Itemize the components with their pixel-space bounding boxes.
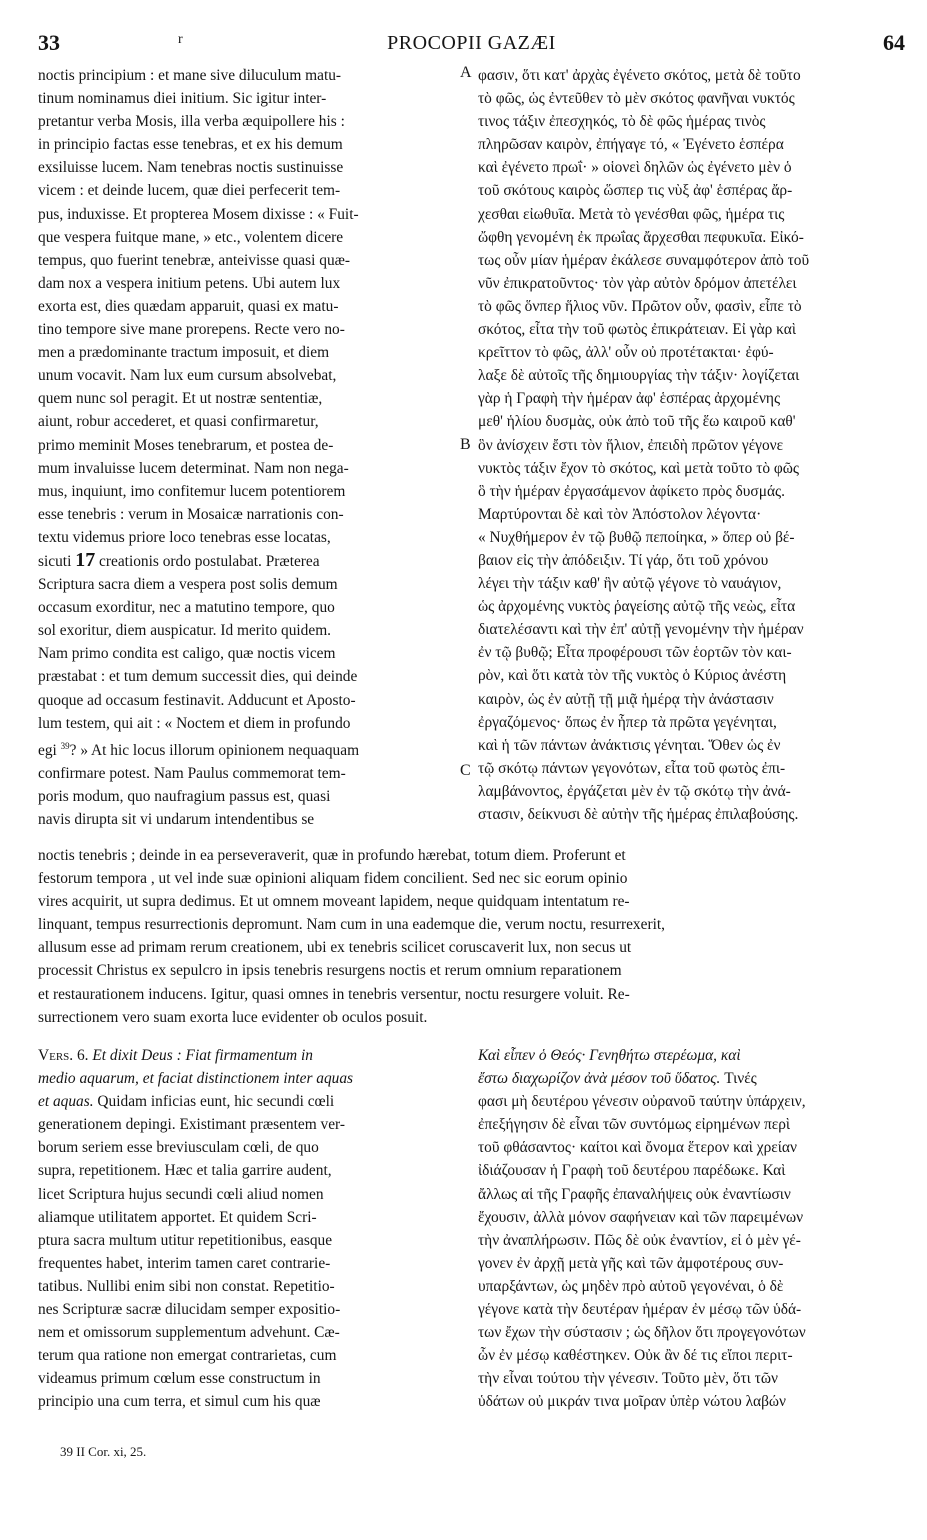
greek-line: λέγει τὴν τάξιν καθ' ἣν αὐτῷ γέγονε τὸ ναυάγιον,: [478, 575, 782, 593]
latin-line: confirmare potest. Nam Paulus commemorat tem-: [38, 764, 346, 782]
greek-line: « Νυχθήμερον ἐν τῷ βυθῷ πεποίηκα, » ὅπερ οὐ βέ-: [478, 528, 795, 546]
section-letter-b: B: [460, 436, 471, 453]
greek-line: ρὸν, καὶ ὅτι κατὰ τὸν τῆς νυκτὸς ὁ Κύριος ἀνέστη: [478, 667, 787, 685]
greek-line: ἰδιάζουσαν ἡ Γραφὴ τοῦ δευτέρου παρέδωκε. Καὶ: [478, 1162, 786, 1180]
latin-line: medio aquarum, et faciat distinctionem inter aquas: [38, 1070, 354, 1088]
latin-line: aliamque utilitatem apportet. Et quidem Scri-: [38, 1208, 317, 1226]
latin-line: men a prædominante tractum imposuit, et diem: [38, 344, 330, 362]
page-number-left: 33: [38, 30, 60, 55]
greek-line: τὸ φῶς, ὡς ἐντεῦθεν τὸ μὲν σκότος φανῆναι νυκτός: [478, 90, 795, 108]
latin-line: primo meminit Moses tenebrarum, et postea de-: [38, 436, 334, 454]
latin-line: Nam primo condita est caligo, quæ noctis vicem: [38, 645, 336, 663]
greek-line: φασιν, ὅτι κατ' ἀρχὰς ἐγένετο σκότος, μετὰ δὲ τοῦτο: [478, 67, 801, 84]
latin-line: præstabat : et tum demum successit dies, qui deinde: [38, 668, 358, 686]
latin-line: videamus primum cœlum esse constructum in: [38, 1370, 321, 1388]
latin-line: aiunt, robur accederet, et quasi confirmaretur,: [38, 413, 319, 431]
latin-line: esse tenebris : verum in Mosaicæ narrationis con-: [38, 505, 344, 523]
greek-line: μεθ' ἡλίου δυσμὰς, οὐκ ἀπὸ τοῦ τῆς ἕω καιροῦ καθ': [478, 413, 796, 431]
latin-line: que vespera fuitque mane, » etc., volentem dicere: [38, 228, 344, 246]
greek-line: Καὶ εἶπεν ὁ Θεός· Γενηθήτω στερέωμα, καὶ: [478, 1047, 741, 1064]
greek-line: υπαρξάντων, ὡς μηδὲν πρὸ αὐτοῦ γεγονέναι, ὁ δὲ: [478, 1277, 784, 1295]
latin-line: noctis tenebris ; deinde in ea perseveraverit, quæ in profundo hærebat, totum diem. Proferunt et: [38, 847, 626, 864]
greek-line: καὶ ἡ τῶν πάντων ἀνάκτισις γένηται. Ὅθεν ὡς ἐν: [478, 736, 781, 754]
greek-line: τως οὖν μίαν ἡμέραν ἐκάλεσε συναμφότερον ἀπὸ τοῦ: [478, 251, 810, 269]
greek-line: Μαρτύρονται δὲ καὶ τὸν Ἀπόστολον λέγοντα·: [478, 505, 762, 523]
footnote: 39 II Cor. xi, 25.: [60, 1444, 147, 1459]
greek-line: των ἔχων τὴν σύστασιν ; ὡς δῆλον ὅτι προγεγονότων: [478, 1324, 806, 1342]
latin-line: mum invaluisse lucem determinat. Nam non nega-: [38, 459, 349, 477]
greek-line: καιρὸν, ὡς ἐν αὐτῇ τῇ μιᾷ ἡμέρᾳ τὴν ἀνάστασιν: [478, 690, 774, 708]
greek-line: γὰρ ἡ Γραφὴ τὴν ἡμέραν ἀφ' ἑσπέρας ἀρχομένης: [478, 390, 781, 408]
latin-line: noctis principium : et mane sive diluculum matu-: [38, 67, 342, 84]
latin-line: principio una cum terra, et simul cum his quæ: [38, 1393, 321, 1411]
page-number-right: 64: [883, 30, 905, 55]
greek-line: τινος τάξιν ἐπεσχηκός, τὸ δὲ φῶς ἡμέρας τινὸς: [478, 113, 766, 131]
latin-line: textu videmus priore loco tenebras esse locatas,: [38, 528, 331, 546]
latin-line: tempus, quo fuerint tenebræ, anteivisse quasi quæ-: [38, 251, 351, 269]
running-title: PROCOPII GAZÆI: [387, 32, 556, 54]
greek-line: λαξε δὲ αὐτοῖς τῆς δημιουργίας τὴν τάξιν· λογίζεται: [478, 367, 800, 385]
latin-line: terum qua ratione non emergat contrarietas, cum: [38, 1347, 337, 1365]
greek-line: ὑδάτων οὐ μικράν τινα μοῖραν ὑπὲρ νώτου λαβών: [478, 1393, 787, 1411]
greek-line: νῦν ἐπικρατοῦντος· τὸν γὰρ αὐτὸν δρόμον ἀπετέλει: [478, 274, 797, 292]
greek-line: καὶ ἐγένετο πρωΐ· » οἱονεὶ δηλῶν ὡς ἐγένετο μὲν ὁ: [478, 159, 792, 177]
greek-line: φασι μὴ δευτέρου γένεσιν οὐρανοῦ ταύτην ὑπάρχειν,: [478, 1093, 806, 1111]
latin-line: vicem : et deinde lucem, quæ diei perfecerit tem-: [38, 182, 341, 200]
latin-line: ptura sacra multum utitur repetitionibus, easque: [38, 1231, 333, 1249]
latin-line: supra, repetitionem. Hæc et talia garrire audent,: [38, 1162, 332, 1180]
greek-line: τὴν ἀναπλήρωσιν. Πῶς δὲ οὐκ ἐναντίον, εἰ ὁ μὲν γέ-: [478, 1231, 801, 1249]
greek-line: ἐργαζόμενος· ὅπως ἐν ἧπερ τὰ πρῶτα γεγένηται,: [478, 713, 777, 731]
greek-line: τοῦ σκότους καιρὸς ὥσπερ τις νὺξ ἀφ' ἑσπέρας ἄρ-: [478, 182, 793, 200]
footnote-ref: 39: [60, 740, 70, 751]
greek-line: διατελέσαντι καὶ τὴν ἐπ' αὐτῇ γενομένην τὴν ἡμέραν: [478, 621, 804, 639]
greek-line: ὡς ἀρχομένης νυκτὸς ῥαγείσης αὐτῷ τῆς νεὼς, εἶτα: [478, 598, 796, 616]
latin-column-top: [38, 64, 456, 831]
greek-line: ἄλλως αἱ τῆς Γραφῆς ἐπαναλήψεις οὐκ ἐναντίωσιν: [478, 1185, 791, 1203]
margin-mark: r: [178, 32, 183, 47]
greek-line: ἔχουσιν, ἀλλὰ μόνον σαφήνειαν καὶ τῶν παρειμένων: [478, 1208, 804, 1226]
latin-line: vires acquirit, ut supra dedimus. Et ut omnem moveant lapidem, neque quidquam intentatum re-: [38, 893, 630, 911]
latin-line: surrectionem vero suam exorta luce evidenter ob oculos posuit.: [38, 1008, 428, 1026]
greek-line: χεσθαι εἰωθυῖα. Μετὰ τὸ γενέσθαι φῶς, ἡμέρα τις: [478, 205, 785, 223]
greek-line: νυκτὸς τάξιν ἔχον τὸ σκότος, καὶ μετὰ τοῦτο τὸ φῶς: [478, 459, 800, 477]
greek-line: ὤφθη γενομένη ἐκ πρωΐας ἄρχεσθαι πεφυκυῖα. Εἰκό-: [478, 228, 804, 246]
greek-line: τὴν εἶναι τούτου τὴν γένεσιν. Τοῦτο μὲν, ὅτι τῶν: [478, 1370, 778, 1388]
latin-line: generationem depingi. Existimant præsentem ver-: [38, 1116, 345, 1134]
greek-line: κρεῖττον τὸ φῶς, ἀλλ' οὖν οὐ προτέτακται· ἐφύ-: [478, 344, 774, 362]
running-header: [38, 30, 905, 60]
latin-line: tatibus. Nullibi enim sibi non constat. Repetitio-: [38, 1277, 335, 1295]
latin-line: tino tempore sive mane prorepens. Recte vero no-: [38, 321, 345, 339]
greek-line: πληρῶσαν καιρὸν, ἐπήγαγε τό, « Ἐγένετο ἑσπέρα: [478, 136, 784, 154]
greek-line: στασιν, δείκνυσι δὲ αὐτὴν τῆς ἡμέρας ἐπιλαβούσης.: [478, 806, 799, 823]
latin-line: pretantur verba Mosis, illa verba æquipollere his :: [38, 113, 345, 131]
greek-line: ὧν ἐν μέσῳ καθέστηκεν. Οὐκ ἂν δέ τις εἴποι περιτ-: [478, 1347, 793, 1365]
latin-line: borum seriem esse breviusculam cœli, de quo: [38, 1139, 319, 1157]
latin-line: processit Christus ex sepulcro in ipsis tenebris resurgens noctis et rerum omnium reparationem: [38, 962, 622, 980]
latin-line: quoque ad occasum festinavit. Adducunt et Aposto-: [38, 691, 356, 709]
latin-line: quem nunc sol peragit. Et ut nostræ sententiæ,: [38, 390, 323, 408]
greek-line: τῷ σκότῳ πάντων γεγονότων, εἶτα τοῦ φωτὸς ἐπι-: [478, 759, 786, 777]
latin-line: sol exoritur, diem auspicatur. Id merito quidem.: [38, 622, 332, 640]
latin-line: licet Scriptura hujus secundi cœli aliud nomen: [38, 1185, 324, 1203]
latin-line: et restaurationem inducens. Igitur, quasi omnes in tenebris versentur, noctu resurgere voluit. Re-: [38, 985, 630, 1003]
latin-line: exorta est, dies quædam apparuit, quasi ex matu-: [38, 297, 339, 315]
latin-line: Scriptura sacra diem a vespera post solis demum: [38, 576, 338, 594]
greek-line: ἐπεξήγησιν δὲ εἶναι τῶν συντόμως εἰρημένων περὶ: [478, 1116, 791, 1134]
latin-line: occasum exorditur, nec a matutino tempore, quo: [38, 599, 335, 617]
latin-line: sicuti 17 creationis ordo postulabat. Præterea: [38, 548, 320, 571]
latin-line: dam nox a vespera initium petens. Ubi autem lux: [38, 274, 341, 292]
latin-line: egi $^{39}$? » At hic locus illorum opinionem nequaquam: [38, 740, 360, 759]
section-marker: 17: [75, 548, 96, 571]
greek-line: γονεν ἐν ἀρχῇ μετὰ γῆς καὶ τῶν ἀμφοτέρους συν-: [478, 1254, 784, 1272]
latin-line: Vers. 6. Et dixit Deus : Fiat firmamentum in: [38, 1047, 313, 1064]
greek-column-bottom: [478, 1044, 902, 1414]
greek-line: τὸ φῶς ὅνπερ ἥλιος νῦν. Πρῶτον οὖν, φασὶν, εἶπε τὸ: [478, 297, 802, 315]
greek-line: βαιον εἰς τὴν ἀπόδειξιν. Τί γάρ, ὅτι τοῦ χρόνου: [478, 551, 769, 569]
latin-line: mus, inquiunt, imo confitemur lucem potentiorem: [38, 482, 346, 500]
latin-line: in principio factas esse tenebras, et ex his demum: [38, 136, 343, 154]
latin-line: frequentes habet, interim tamen caret contrarie-: [38, 1254, 331, 1272]
latin-line: navis dirupta sit vi undarum intendentibus se: [38, 811, 315, 829]
latin-line: unum vocavit. Nam lux eum cursum absolvebat,: [38, 367, 337, 385]
latin-line: nes Scripturæ sacræ dilucidam semper expositio-: [38, 1301, 341, 1319]
greek-line: ἔστω διαχωρίζον ἀνὰ μέσον τοῦ ὕδατος. Τινές: [478, 1070, 757, 1088]
latin-line: festorum tempora , ut vel inde suæ opinioni aliquam fidem concilient. Sed nec sic eorum opinio: [38, 870, 628, 888]
greek-line: γέγονε κατὰ τὴν δευτέραν ἡμέραν ἐν μέσῳ τῶν ὑδά-: [478, 1301, 802, 1319]
greek-line: ὃν ἀνίσχειν ἔστι τὸν ἥλιον, ἐπειδὴ πρῶτον γέγονε: [478, 436, 784, 454]
latin-line: nem et omissorum supplementum advehunt. Cæ-: [38, 1324, 340, 1342]
latin-line: pus, induxisse. Et propterea Mosem dixisse : « Fuit-: [38, 205, 359, 223]
greek-line: ἐν τῷ βυθῷ; Εἶτα προφέρουσι τῶν ἑορτῶν τὸν και-: [478, 644, 792, 662]
latin-line: et aquas. Quidam inficias eunt, hic secundi cœli: [38, 1093, 335, 1111]
greek-line: λαμβάνοντος, ἐργάζεται μὲν ἐν τῷ σκότῳ τὴν ἀνά-: [478, 782, 791, 800]
latin-line: linquant, tempus resurrectionis depromunt. Nam cum in una eademque die, verum noctu, resurrexerit,: [38, 916, 665, 934]
latin-full-width: [38, 844, 902, 1029]
section-letter-c: C: [460, 762, 471, 779]
latin-line: lum testem, qui ait : « Noctem et diem in profundo: [38, 714, 351, 732]
greek-column-top: [478, 64, 902, 826]
latin-line: poris modum, quo naufragium passus est, quasi: [38, 788, 331, 806]
greek-line: σκότος, εἶτα τὴν τοῦ φωτὸς ἐπικράτειαν. Εἰ γὰρ καὶ: [478, 321, 796, 339]
greek-line: ὃ τὴν ἡμέραν ἐργασάμενον ἀφίκετο πρὸς δυσμάς.: [478, 482, 785, 500]
latin-column-bottom: [38, 1044, 456, 1414]
latin-line: exsiluisse lucem. Nam tenebras noctis sustinuisse: [38, 159, 344, 177]
latin-line: allusum esse ad primam rerum creationem, ubi ex tenebris scilicet coruscaverit lux, non secus ut: [38, 939, 632, 957]
greek-line: τοῦ φθάσαντος· καίτοι καὶ ὄνομα ἕτερον καὶ χρείαν: [478, 1139, 797, 1157]
latin-line: tinum nominamus diei initium. Sic igitur inter-: [38, 90, 327, 108]
section-letter-a: A: [460, 64, 472, 81]
